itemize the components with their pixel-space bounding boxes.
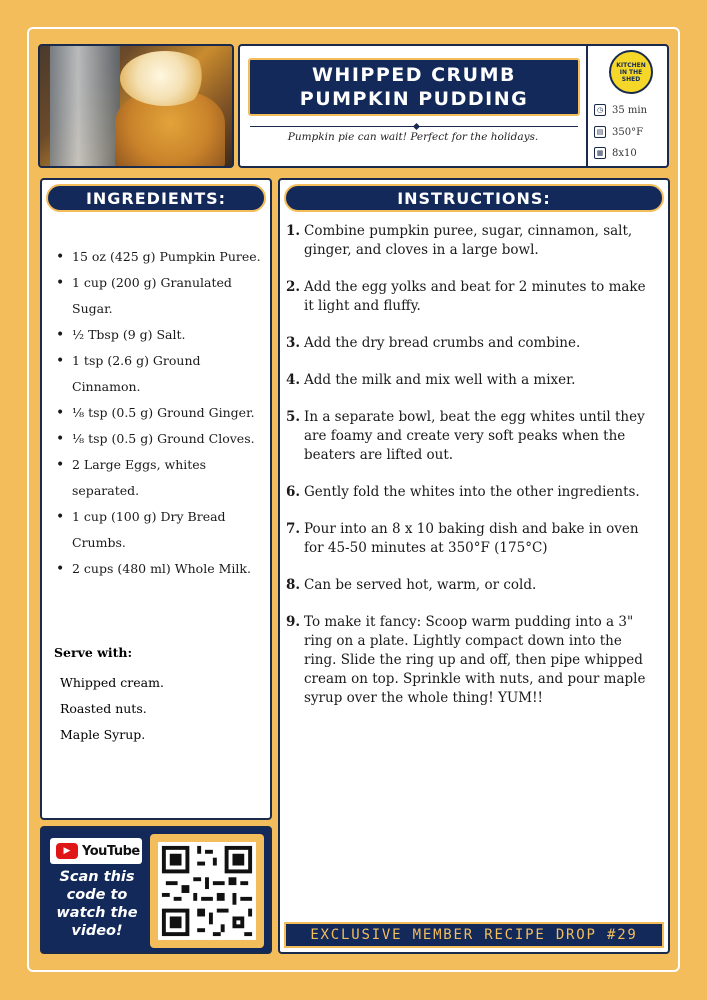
instruction-step: [286, 334, 656, 353]
ingredient-item: • 2 Large Eggs, whites separated.: [54, 452, 266, 504]
serve-with-item: Roasted nuts.: [60, 701, 147, 716]
serve-with-item: Whipped cream.: [60, 675, 164, 690]
exclusive-recipe-banner: EXCLUSIVE MEMBER RECIPE DROP #29: [284, 922, 664, 948]
step-number: 1.: [286, 223, 301, 239]
ingredient-item: • 1 tsp (2.6 g) Ground Cinnamon.: [54, 348, 266, 400]
instruction-step: [286, 408, 656, 465]
instruction-step: [286, 613, 656, 708]
step-text: In a separate bowl, beat the egg whites until they are foamy and create very soft peaks when the beaters are lifted out.: [304, 409, 645, 463]
ingredient-item: • 1 cup (100 g) Dry Bread Crumbs.: [54, 504, 266, 556]
temp-row: [594, 126, 643, 138]
ingredients-panel: [40, 178, 272, 820]
step-number: 8.: [286, 577, 301, 593]
ingredient-item: • ⅛ tsp (0.5 g) Ground Cloves.: [54, 426, 266, 452]
step-text: Add the egg yolks and beat for 2 minutes to make it light and fluffy.: [304, 279, 646, 314]
ingredient-item: • 2 cups (480 ml) Whole Milk.: [54, 556, 266, 582]
title-panel: [238, 44, 588, 168]
step-text: Gently fold the whites into the other ingredients.: [304, 484, 640, 500]
temp-value: 350°F: [612, 126, 644, 138]
timer-icon: ◷: [594, 104, 606, 116]
time-value: 35 min: [612, 104, 648, 116]
instruction-step: [286, 520, 656, 558]
serve-with-list: [60, 670, 164, 748]
recipe-subtitle: Pumpkin pie can wait! Perfect for the holidays.: [287, 131, 539, 143]
youtube-brand: YouTube: [82, 843, 140, 859]
pan-icon: ▦: [594, 147, 606, 159]
video-panel: [40, 826, 272, 954]
step-number: 6.: [286, 484, 301, 500]
step-number: 2.: [286, 279, 301, 295]
ingredient-item: • ⅛ tsp (0.5 g) Ground Ginger.: [54, 400, 266, 426]
step-number: 7.: [286, 521, 301, 537]
step-number: 3.: [286, 335, 301, 351]
qr-code-icon: [158, 842, 256, 940]
instruction-step: [286, 576, 656, 595]
step-number: 4.: [286, 372, 301, 388]
step-text: Can be served hot, warm, or cold.: [304, 577, 537, 593]
ingredients-heading: INGREDIENTS:: [46, 184, 266, 212]
step-text: To make it fancy: Scoop warm pudding into a 3" ring on a plate. Lightly compact down into the ring. Slide the ring up and off, then pipe whipped cream on top. Sprinkle with nuts, and pour maple syrup over the whole thing! YUM!!: [304, 614, 646, 706]
instruction-step: [286, 222, 656, 260]
ingredients-list: [54, 244, 266, 582]
ingredient-item: • 1 cup (200 g) Granulated Sugar.: [54, 270, 266, 322]
recipe-title: [248, 58, 580, 116]
scan-instructions: Scan this code to watch the video!: [56, 869, 138, 939]
serve-with-heading: Serve with:: [54, 645, 133, 660]
time-row: [594, 104, 647, 116]
divider: [250, 126, 578, 127]
instruction-step: [286, 371, 656, 390]
instructions-panel: [278, 178, 670, 954]
title-line-2: PUMPKIN PUDDING: [299, 88, 529, 110]
pudding-photo: [38, 44, 234, 168]
instructions-list: [286, 222, 656, 708]
youtube-play-icon: ▶: [56, 843, 78, 859]
step-text: Add the dry bread crumbs and combine.: [304, 335, 581, 351]
step-text: Add the milk and mix well with a mixer.: [304, 372, 576, 388]
title-line-1: WHIPPED CRUMB: [311, 64, 517, 86]
youtube-badge: [50, 838, 142, 864]
instructions-heading: INSTRUCTIONS:: [284, 184, 664, 212]
pan-row: [594, 147, 637, 159]
ingredient-item: • 15 oz (425 g) Pumpkin Puree.: [54, 244, 266, 270]
instruction-step: [286, 278, 656, 316]
instruction-step: [286, 483, 656, 502]
serve-with-item: Maple Syrup.: [60, 727, 146, 742]
qr-code[interactable]: [150, 834, 264, 948]
meta-panel: [586, 44, 669, 168]
step-number: 9.: [286, 614, 301, 630]
step-text: Pour into an 8 x 10 baking dish and bake in oven for 45-50 minutes at 350°F (175°C): [304, 521, 639, 556]
ingredient-item: • ½ Tbsp (9 g) Salt.: [54, 322, 266, 348]
step-text: Combine pumpkin puree, sugar, cinnamon, salt, ginger, and cloves in a large bowl.: [304, 223, 633, 258]
kitchen-in-the-shed-logo: KITCHEN IN THE SHED: [609, 50, 653, 94]
pan-value: 8x10: [612, 147, 637, 159]
step-number: 5.: [286, 409, 301, 425]
oven-icon: ▤: [594, 126, 606, 138]
